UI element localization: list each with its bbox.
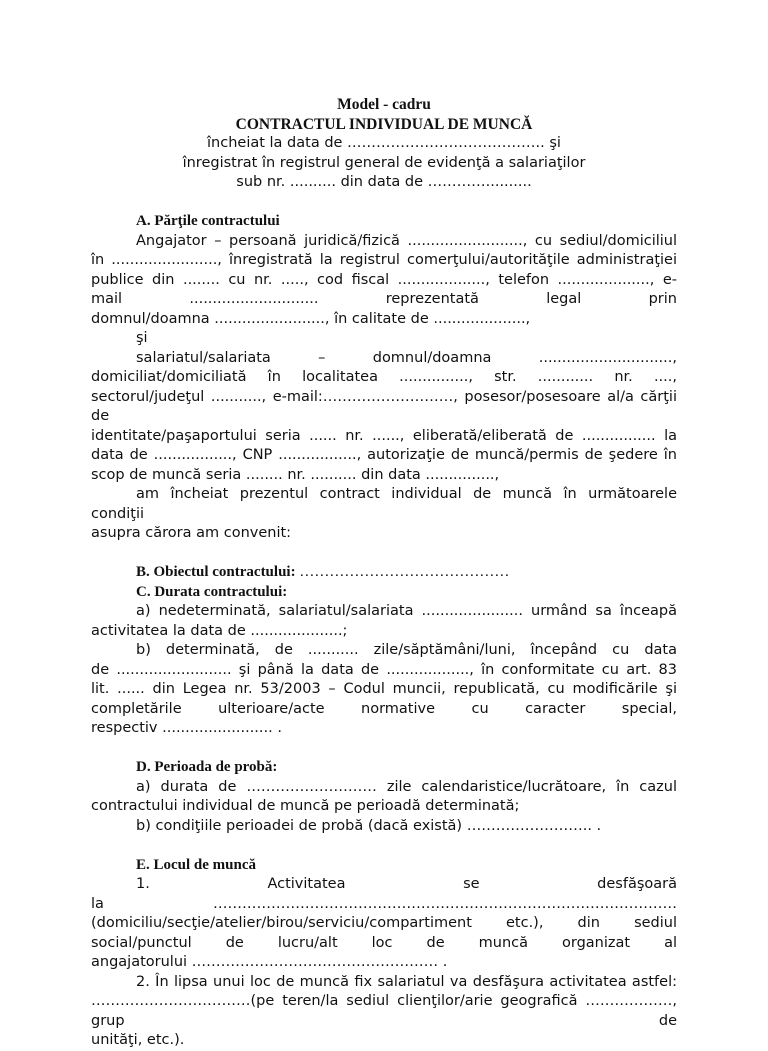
section-d-heading: D. Perioada de probă: <box>136 759 278 775</box>
section-c-heading: C. Durata contractului: <box>136 583 288 600</box>
salariat-line: domiciliat/domiciliată în localitatea ..............., str. ............ nr. ...., <box>91 369 677 385</box>
section-a <box>91 212 677 544</box>
section-e <box>91 856 677 1051</box>
section-e-heading: E. Locul de muncă <box>136 856 257 873</box>
angajator-line: în ......................., înregistrată la registrul comerţului/autorităţile administraţiei <box>91 252 677 268</box>
loc-munca-line: 2. În lipsa unui loc de muncă fix salariatul va desfăşura activitatea astfel: <box>136 973 677 990</box>
conventie-line: asupra cărora am convenit: <box>91 525 292 541</box>
angajator-line: mail ............................ reprezentată legal prin <box>91 291 677 307</box>
header-line-inregistrat: înregistrat în registrul general de evidenţă a salariaţilor <box>182 154 586 171</box>
durata-line: respectiv ........................ . <box>91 720 282 736</box>
durata-line: lit. ...... din Legea nr. 53/2003 – Codul muncii, republicată, cu modificările şi <box>91 681 677 697</box>
durata-line: activitatea la data de ....................; <box>91 622 348 639</box>
durata-line: completările ulterioare/acte normative cu caracter special, <box>91 700 677 717</box>
durata-line: a) nedeterminată, salariatul/salariata ...................... urmând sa înceapă <box>136 603 677 619</box>
proba-line: contractului individual de muncă pe perioadă determinată; <box>91 798 520 814</box>
conventie-line: am încheiat prezentul contract individual de muncă în următoarele condiţii <box>91 486 677 522</box>
document-title: CONTRACTUL INDIVIDUAL DE MUNCĂ <box>235 115 533 133</box>
salariat-line: salariatul/salariata – domnul/doamna ............................., <box>136 349 677 366</box>
model-label: Model - cadru <box>337 96 431 113</box>
loc-munca-line: social/punctul de lucru/alt loc de muncă organizat al <box>91 934 677 951</box>
loc-munca-line: (domiciliu/secţie/atelier/birou/serviciu/compartiment etc.), din sediul <box>91 915 677 931</box>
document-header <box>91 95 677 193</box>
section-b <box>91 563 677 583</box>
section-d <box>91 758 677 836</box>
angajator-line: Angajator – persoană juridică/fizică ........................., cu sediul/domiciliul <box>136 232 677 249</box>
section-c <box>91 583 677 739</box>
salariat-line: sectorul/judeţul ..........., e-mail:………………………, posesor/posesoare al/a cărţii de <box>91 388 677 424</box>
section-b-heading: B. Obiectul contractului: <box>136 564 296 580</box>
header-line-incheiat: încheiat la data de ………………………………….. şi <box>207 135 561 151</box>
si-conjunction: şi <box>136 330 148 346</box>
loc-munca-line: la …………………………………………………………………………………… <box>91 895 677 912</box>
header-line-sub-nr: sub nr. .......... din data de ………….......... <box>236 174 532 190</box>
loc-munca-line: ……………………………(pe teren/la sediul clienţilor/arie geografică ………………, grup de <box>91 993 677 1029</box>
loc-munca-line: angajatorului …………………………………………… . <box>91 954 448 970</box>
angajator-line: domnul/doamna ........................, în calitate de ...................., <box>91 310 531 327</box>
durata-line: de ......................... şi până la data de .................., în conformitate cu art. 83 <box>91 661 677 678</box>
salariat-line: scop de muncă seria ........ nr. .......... din data ..............., <box>91 466 500 483</box>
salariat-line: identitate/paşaportului seria ...... nr. ......, eliberată/eliberată de ................ la <box>91 427 677 444</box>
section-a-heading: A. Părţile contractului <box>136 213 280 229</box>
durata-line: b) determinată, de ........... zile/săptămâni/luni, începând cu data <box>136 642 677 658</box>
loc-munca-line: 1. Activitatea se desfăşoară <box>136 876 677 892</box>
angajator-line: publice din ........ cu nr. ....., cod fiscal ..................., telefon ...................., e- <box>91 271 677 288</box>
obiect-value: …………………………………… <box>295 564 510 580</box>
salariat-line: data de ................., CNP ................., autorizaţie de muncă/permis de şedere în <box>91 447 677 463</box>
proba-line: b) condiţiile perioadei de probă (dacă există) …………………….. . <box>136 817 602 834</box>
proba-line: a) durata de ……………………… zile calendaristice/lucrătoare, în cazul <box>136 778 677 795</box>
loc-munca-line: unităţi, etc.). <box>91 1032 185 1048</box>
